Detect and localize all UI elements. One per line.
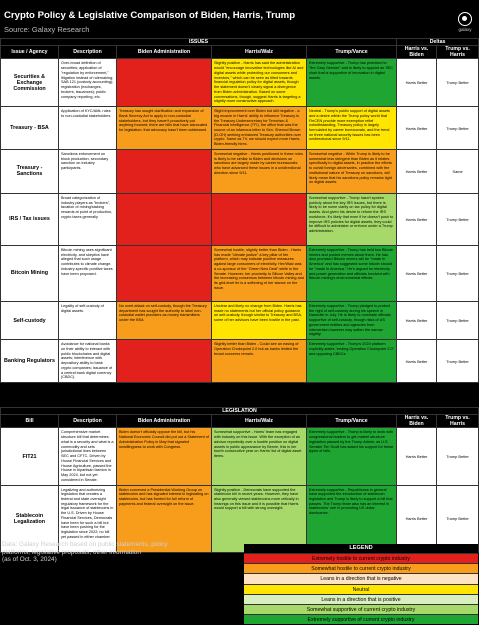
trump-position-cell: Extremely supportive - Trump is likely to work with congressional leaders to get market structure legislation passed by the Trump Admin, as U.S. Senator Tim Scott has stated his support for these types of bills. [307,428,397,485]
trump-position-cell: Extremely supportive - Trump has promised to "fire Gary Gensler" and is likely to appoint an SEC chair that is supportive of innovation in digital assets. [307,59,397,107]
harris-position-cell: Slightly positive - Democrats have supported the stablecoin bill in recent years. However, they have also generally viewed stablecoins more critically in hearings on this issue and it is possible that Harris would support a bill with strong oversight. [212,485,307,552]
row-description-cell: Bitcoin mining uses significant electricity, and skeptics have alleged that such usage contributes to climate change. Industry-specific punitive taxes have been proposed. [59,245,117,301]
deltas-section-title: Deltas [397,39,479,46]
legend-item: Leans in a direction that is negative [244,573,478,583]
trump-vs-harris-cell: Trump Better [437,428,479,485]
row-issue-cell: FIT21 [1,428,59,485]
biden-position-cell: Treasury has sought clarification and expansion of Bank Secrecy Act to apply to non-custodial stakeholders, but they haven't proactively put anything forward; there are bills that have advocated for legislation; that advocacy hasn't been addressed [117,107,212,150]
column-header: Biden Administration [117,46,212,59]
harris-vs-biden-cell: Harris Better [397,149,437,193]
row-description-cell: Comprehensive market structure bill that determines what is a security and what is a commodity and sets jurisdictional lines between SEC and CFTC. Driven by House Financial Services and House Agriculture, passed the House in bipartisan fashion in May 2024, but not yet considered in Senate. [59,428,117,485]
table-row [1,59,479,107]
trump-vs-harris-cell: Same [437,149,479,193]
table-row [1,340,479,383]
legend-item: Somewhat hostile to current crypto industry [244,563,478,573]
column-header: Harris/Walz [212,415,307,428]
row-description-cell: Legality of self-custody of digital assets. [59,301,117,339]
trump-position-cell: Extremely supportive - Trump has held two Bitcoin miners and posted memes about them. He has also promised Bitcoin miners will be "made in America" and has suggested some bitcoin should be "made in America." He's argued for electricity and power generation and officials involved with Bitcoin mining's environmental effects. [307,245,397,301]
page-title: Crypto Policy & Legislative Comparison of Biden, Harris, Trump [4,10,296,21]
table-row [1,149,479,193]
harris-position-cell: Somewhat negative - Harris positioned in these roles is likely to be similar to Biden and decisions on sanctions are largely made by career bureaucrats who have advanced these issues in a unidirectional direction since 9/11. [212,149,307,193]
row-issue-cell: Banking Regulators [1,340,59,383]
trump-position-cell: Somewhat negative - While Trump is likely to be somewhat less stringent than Biden as it relates specifically to digital assets, in practice the efforts to curtail foreign adversaries, combined with the institutional nature of Treasury on sanctions, will likely mean that his sanctions policy remains tight on digital assets. [307,149,397,193]
legislation-section-title: LEGISLATION [1,408,479,415]
row-description-cell: Over-broad definition of securities; application of "regulation by enforcement," litigation instead of rulemaking; SAB 121 (custody accounting); registration (exchanges, brokers, issuances); public company reporting, etc. [59,59,117,107]
trump-vs-harris-cell: Trump Better [437,59,479,107]
galaxy-logo [454,12,476,32]
harris-position-cell: Slightly better than Biden - Could see an easing of Operation Chokepoint 2.0 but as banks limited the broad concerns remain. [212,340,307,383]
trump-vs-harris-cell: Trump Better [437,340,479,383]
legend [244,544,478,624]
harris-position-cell: Slight improvement over Biden but still negative - a big muscle in Harris' ability to influence Treasury is the Treasury Undersecretary for Terrorism & Financial Intelligence (TFI), the office that was the source of an infamous letter to Sen. Sherrod Brown (D-OH) seeking enhanced Treasury authorities over crypto. Same as TV, we should expect more Harris-Biden-friendly hires. [212,107,307,150]
column-header: Trump vs. Harris [437,46,479,59]
issues-table [0,38,479,383]
galaxy-logo-text: galaxy [458,27,472,32]
row-issue-cell: Self-custody [1,301,59,339]
harris-vs-biden-cell: Harris Better [397,340,437,383]
harris-position-cell [212,193,307,245]
biden-position-cell: Biden doesn't officially oppose the bill, but his National Economic Council did put out a Statement of Administration Policy in May that signaled unwillingness to work with Congress. [117,428,212,485]
row-description-cell: Avoidance for national banks on their ability to interact with public blockchains and digital assets; interference with depository ability to bank crypto companies; issuance of a central bank digital currency (CBDC). [59,340,117,383]
harris-vs-biden-cell: Harris Better [397,107,437,150]
trump-vs-harris-cell: Trump Better [437,301,479,339]
harris-position-cell: Somewhat supportive - Harris' team has engaged with industry on this issue. With the exception of an advisor reportedly over a hostile position on digital assets in public appearance by Bernie, this is her fourth consecutive year on Harris' list of digital asset items. [212,428,307,485]
column-header: Issue / Agency [1,46,59,59]
row-description-cell: Application of KYC/AML rules to non-custodial stakeholders [59,107,117,150]
harris-vs-biden-cell: Harris Better [397,193,437,245]
row-description-cell: Broad categorization of industry players as "brokers", taxation of mining/staking rewards at point of production, crypto taxes generally [59,193,117,245]
biden-position-cell [117,149,212,193]
table-row [1,301,479,339]
footnote-line: (as of Oct. 3, 2024) [2,556,57,564]
data-footnote [2,541,242,564]
column-header: Bill [1,415,59,428]
column-header: Trump/Vance [307,415,397,428]
footnote-line: platforms, legislative proposals, other information [2,548,141,556]
biden-position-cell [117,193,212,245]
trump-vs-harris-cell: Trump Better [437,485,479,552]
legend-title: LEGEND [244,544,478,553]
biden-position-cell: No overt attack on self-custody, though the Treasury department has sought the authority to label non-custodial wallet providers as money transmitters under the BSA [117,301,212,339]
row-issue-cell: Securities & Exchange Commission [1,59,59,107]
galaxy-logo-icon [458,12,472,26]
harris-vs-biden-cell: Harris Better [397,485,437,552]
row-issue-cell: Treasury - BSA [1,107,59,150]
issues-section-title: ISSUES [1,39,397,46]
legend-item: Extremely hostile to current crypto industry [244,553,478,563]
trump-position-cell: Extremely supportive - Republicans in general have supported the introduction of stablecoin legislation and Trump is likely to support a bill that passes. The Trump team also has an interest in stablecoins' role in promoting US dollar dominance. [307,485,397,552]
trump-position-cell: Somewhat supportive - Trump hasn't spoken publicly about the key IRS issues, but there is likely to be some clarity on tax policy for digital assets. And given his desire to reform the IRS workforce, it's likely that even if he doesn't push to improve IRS policies for digital assets, they could be difficult to administer or enforce under a Trump administration. [307,193,397,245]
row-issue-cell: Bitcoin Mining [1,245,59,301]
harris-vs-biden-cell: Harris Better [397,301,437,339]
trump-position-cell: Extremely supportive - Trump's 2024 platform explicitly states "ending Operation Chokepoint 2.0" and opposing CBDCs. [307,340,397,383]
trump-position-cell: Neutral - Trump's public support of digital assets and a desire within the Trump policy world that FinCEN provide more exemption relief notwithstanding, Treasury policy is largely formulated by career bureaucrats, and the trend on three national security issues has been unidirectional since 9/11. [307,107,397,150]
biden-position-cell: Biden convened a Presidential Working Group on stablecoins and has signaled interest in legislating on stablecoins, but has fronted for full reform of payments and federal oversight on the issue. [117,485,212,552]
footnote-line: Data: Galaxy Research based on public statements, policy [2,541,168,548]
legend-item: Leans in a direction that is positive [244,594,478,604]
table-row [1,193,479,245]
harris-position-cell: Unclear and likely no change from Biden. Harris has made no statements but her official policy guidance on self-custody, though similar to Treasury and BSA, some of her advisors have been hostile in the past. [212,301,307,339]
column-header: Harris vs. Biden [397,415,437,428]
row-description-cell: Sanctions enforcement on block production, secondary sanction on industry participants. [59,149,117,193]
legend-item: Extremely supportive of current crypto industry [244,614,478,624]
column-header: Harris vs. Biden [397,46,437,59]
biden-position-cell [117,245,212,301]
column-header: Biden Administration [117,415,212,428]
harris-position-cell: Somewhat hostile, slightly better than Biden - Harris has made "climate justice" a key pillar of her platform, which may indicate punitive measures against large consumers of electricity. Her/Walz was a co-sponsor of the "Green New Deal" while in the Senate. However, her proximity to Silicon Valley and the increasing consensus between bitcoin mining and its grid-level tie is a softening of her stance on the issue. [212,245,307,301]
column-header: Trump vs. Harris [437,415,479,428]
table-row [1,245,479,301]
biden-position-cell [117,59,212,107]
row-issue-cell: IRS / Tax issues [1,193,59,245]
row-issue-cell: Stablecoin Legalization [1,485,59,552]
harris-vs-biden-cell: Harris Better [397,59,437,107]
trump-vs-harris-cell: Trump Better [437,245,479,301]
column-header: Harris/Walz [212,46,307,59]
harris-position-cell: Slightly positive - Harris has said the administration would "encourage innovative technologies like AI and digital assets while protecting our consumers and investors," which can be seen as tilted towards financial regulation policy for digital assets, though the statement doesn't clearly signal a divergence from Biden administration. Based on some conversations, though, suggest Harris is targeting a slightly more constructive approach. [212,59,307,107]
row-issue-cell: Treasury - Sanctions [1,149,59,193]
table-row [1,107,479,150]
column-header: Description [59,415,117,428]
source-label: Source: Galaxy Research [4,25,90,34]
trump-vs-harris-cell: Trump Better [437,107,479,150]
biden-position-cell [117,340,212,383]
harris-vs-biden-cell: Harris Better [397,245,437,301]
legend-item: Somewhat supportive of current crypto industry [244,604,478,614]
table-row [1,428,479,485]
harris-vs-biden-cell: Harris Better [397,428,437,485]
column-header: Description [59,46,117,59]
column-header: Trump/Vance [307,46,397,59]
trump-position-cell: Extremely supportive - Trump pledged to protect the right of self-custody during his speech in Nashville in July. He is likely to nominate officials supportive of self-custody, though risks of US government entities and agencies from intervention however may soften the narrow slightly. [307,301,397,339]
trump-vs-harris-cell: Trump Better [437,193,479,245]
legislation-table [0,407,479,553]
row-description-cell: Legalizing and authorizing legislation that creates a federal and state oversight regulatory framework for the legal issuance of stablecoins in the U.S. Driven by House Financial Services, Democrats have been for such a bill but have been pushing for the legislation since 2022; no bill yet passed in either chamber. [59,485,117,552]
legend-item: Neutral [244,584,478,594]
